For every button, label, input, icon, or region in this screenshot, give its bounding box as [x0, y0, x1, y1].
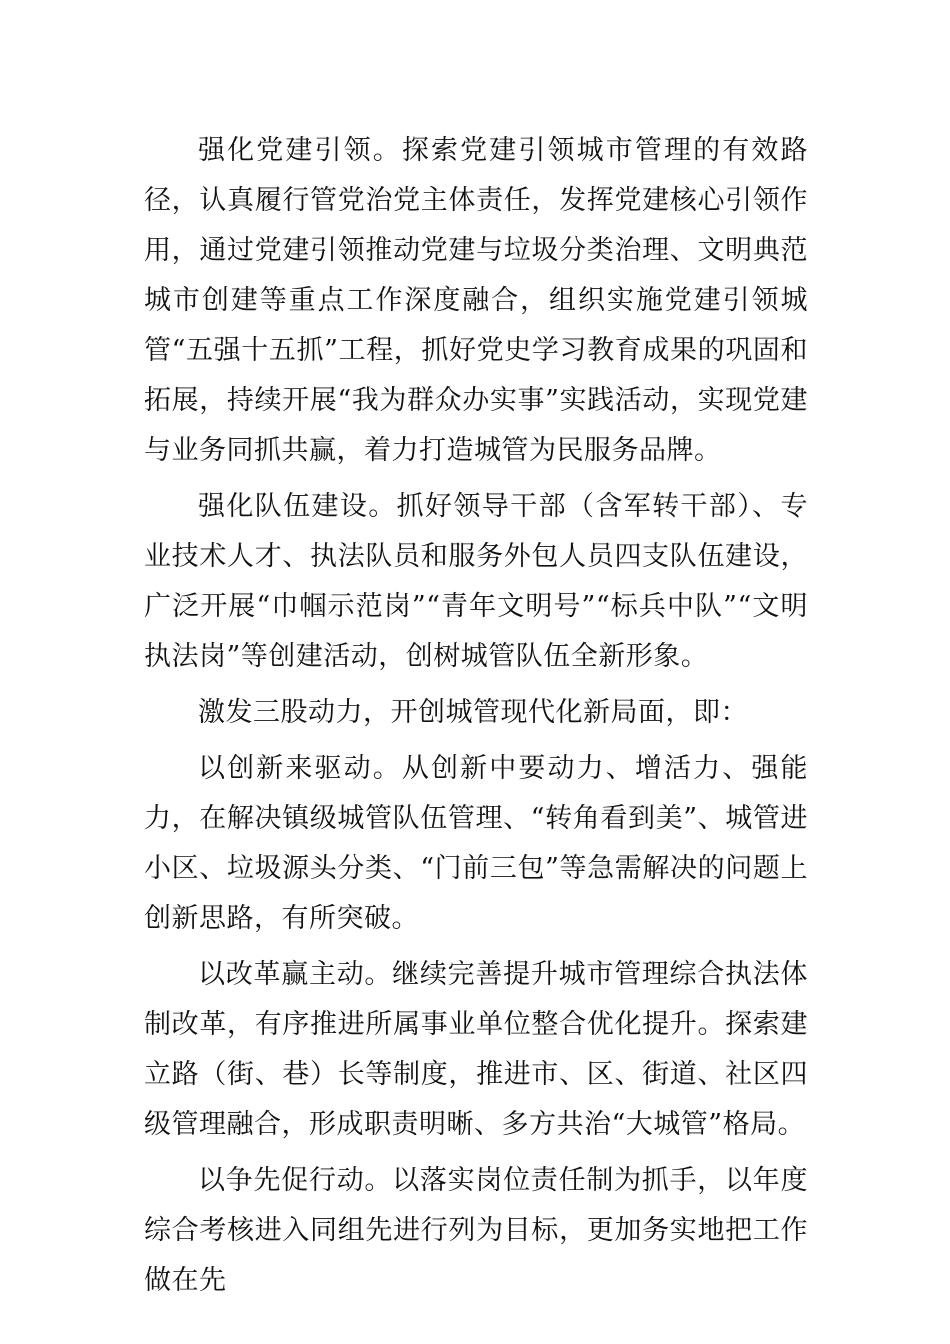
- document-body: [144, 126, 808, 1312]
- paragraph-three-drivers: 激发三股动力，开创城管现代化新局面，即：: [198, 697, 748, 728]
- paragraph-team-building: 强化队伍建设。抓好领导干部（含军转干部）、专业技术人才、执法队员和服务外包人员四支队伍建设，广泛开展“巾帼示范岗”“青年文明号”“标兵中队”“文明执法岗”等创建活动，创树城管队伍全新形象。: [144, 491, 808, 672]
- paragraph-innovation: 以创新来驱动。从创新中要动力、增活力、强能力，在解决镇级城管队伍管理、“转角看到美”、城管进小区、垃圾源头分类、“门前三包”等急需解决的问题上创新思路，有所突破。: [144, 753, 808, 934]
- paragraph-party-building: 强化党建引领。探索党建引领城市管理的有效路径，认真履行管党治党主体责任，发挥党建核心引领作用，通过党建引领推动党建与垃圾分类治理、文明典范城市创建等重点工作深度融合，组织实施党建引领城管“五强十五抓”工程，抓好党史学习教育成果的巩固和拓展，持续开展“我为群众办实事”实践活动，实现党建与业务同抓共赢，着力打造城管为民服务品牌。: [144, 135, 808, 466]
- paragraph-excellence: 以争先促行动。以落实岗位责任制为抓手，以年度综合考核进入同组先进行列为目标，更加务实地把工作做在先: [144, 1165, 808, 1296]
- paragraph-reform: 以改革赢主动。继续完善提升城市管理综合执法体制改革，有序推进所属事业单位整合优化提升。探索建立路（街、巷）长等制度，推进市、区、街道、社区四级管理融合，形成职责明晰、多方共治“大城管”格局。: [144, 959, 808, 1140]
